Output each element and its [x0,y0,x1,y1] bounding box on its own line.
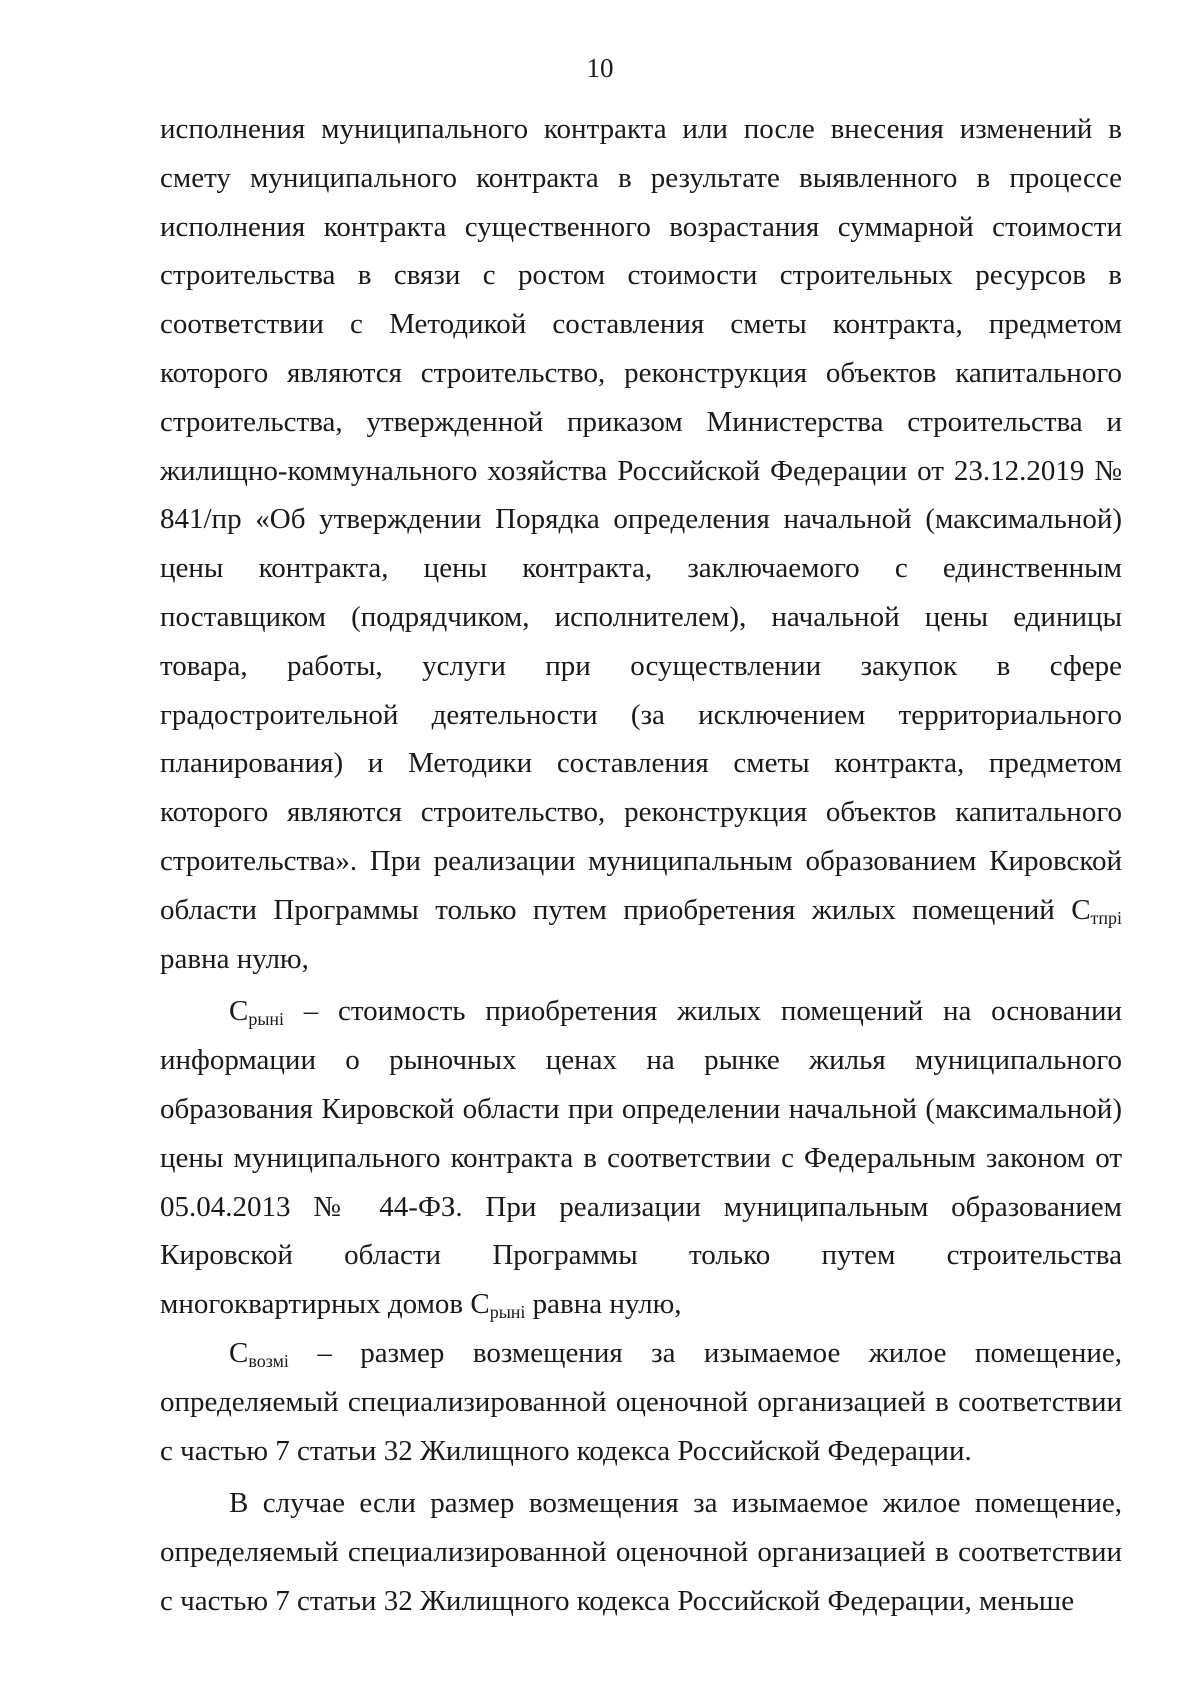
document-body [160,105,1122,1626]
formula-subscript: рынi [248,1009,285,1030]
formula-symbol-2: С [470,1288,490,1321]
paragraph-text: В случае если размер возмещения за изымаемое жилое помещение, определяемый специализированной оценочной организацией в соответствии с частью 7 статьи 32 Жилищного кодекса Российской Федерации, меньше [160,1487,1122,1617]
formula-subscript-2: рынi [489,1302,526,1323]
formula-symbol: С [1071,893,1091,926]
paragraph-definition-market [160,987,1122,1329]
page-number: 10 [586,53,614,83]
formula-subscript: возмi [248,1350,289,1371]
formula-symbol: С [229,1336,249,1369]
formula-subscript: тпрi [1090,907,1122,928]
formula-symbol: С [229,995,249,1028]
paragraph-tail: равна нулю, [525,1288,682,1321]
paragraph-continuation [160,105,1122,983]
paragraph-tail: равна нулю, [160,942,309,975]
paragraph-definition-compensation [160,1329,1122,1475]
paragraph-text: – стоимость приобретения жилых помещений на основании информации о рыночных ценах на рынке жилья муниципального образования Кировской области при определении начальной (максимальной) цены муниципального контракта в соответствии с Федеральным законом от 05.04.2013 № 44-ФЗ. При реализации муниципальным образованием Кировской области Программы только путем строительства многоквартирных домов [160,995,1122,1321]
paragraph-text: – размер возмещения за изымаемое жилое помещение, определяемый специализированной оценочной организацией в соответствии с частью 7 статьи 32 Жилищного кодекса Российской Федерации. [160,1336,1122,1467]
paragraph-case [160,1479,1122,1625]
paragraph-text: исполнения муниципального контракта или после внесения изменений в смету муниципального контракта в результате выявленного в процессе исполнения контракта существенного возрастания суммарной стоимости строительства в связи с ростом стоимости строительных ресурсов в соответствии с Методикой составления сметы контракта, предметом которого являются строительство, реконструкция объектов капитального строительства, утвержденной приказом Министерства строительства и жилищно-коммунального хозяйства Российской Федерации от 23.12.2019 № 841/пр «Об утверждении Порядка определения начальной (максимальной) цены контракта, цены контракта, заключаемого с единственным поставщиком (подрядчиком, исполнителем), начальной цены единицы товара, работы, услуги при осуществлении закупок в сфере градостроительной деятельности (за исключением территориального планирования) и Методики составления сметы контракта, предметом которого являются строительство, реконструкция объектов капитального строительства». При реализации муниципальным образованием Кировской области Программы только путем приобретения жилых помещений [160,113,1122,926]
